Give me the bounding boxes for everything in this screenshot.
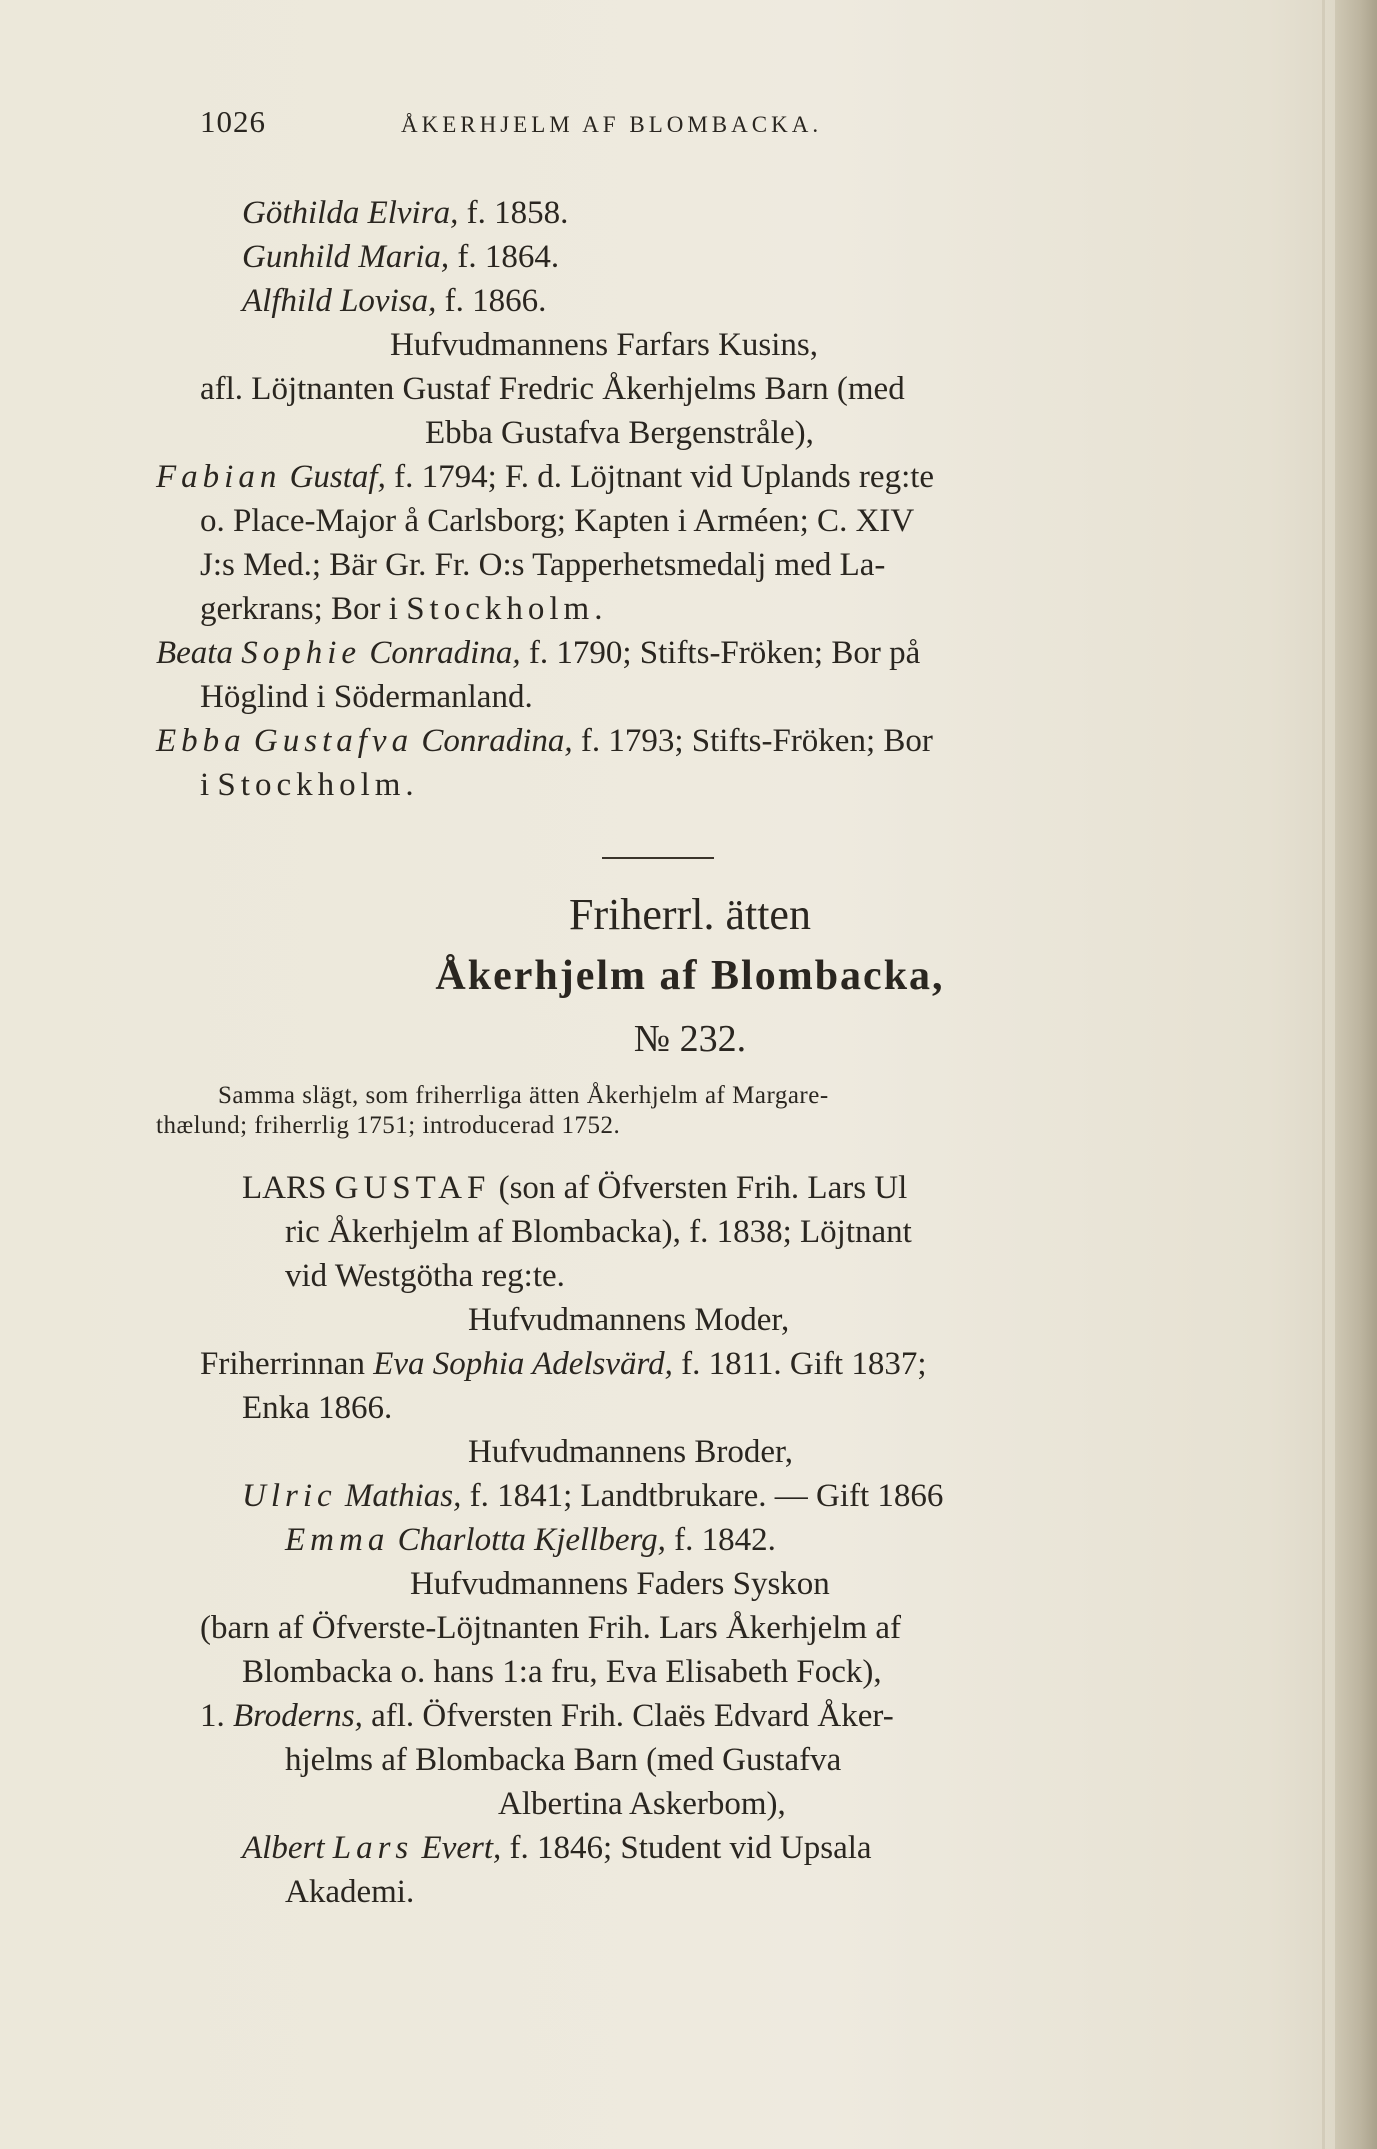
section-heading: Hufvudmannens Moder,: [468, 1302, 790, 1338]
section-heading: Hufvudmannens Broder,: [468, 1434, 793, 1470]
entry-line: afl. Löjtnanten Gustaf Fredric Åkerhjelms Barn (med: [200, 371, 905, 407]
entry-line: i Stockholm.: [200, 767, 419, 803]
entry-line: LARS GUSTAF (son af Öfversten Frih. Lars Ul: [242, 1170, 908, 1206]
running-title: ÅKERHJELM AF BLOMBACKA.: [401, 112, 823, 137]
entry-line: J:s Med.; Bär Gr. Fr. O:s Tapperhetsmedalj med La-: [200, 547, 886, 583]
family-heading: Friherrl. ätten: [569, 890, 811, 939]
entry-line: (barn af Öfverste-Löjtnanten Frih. Lars Åkerhjelm af: [200, 1610, 901, 1646]
section-heading: Hufvudmannens Faders Syskon: [410, 1566, 830, 1602]
entry-line: Alfhild Lovisa, f. 1866.: [242, 283, 547, 319]
entry-line: Ebba Gustafva Conradina, f. 1793; Stifts-Fröken; Bor: [156, 723, 933, 759]
entry-line: Blombacka o. hans 1:a fru, Eva Elisabeth Fock),: [242, 1654, 882, 1690]
entry-line: ric Åkerhjelm af Blombacka), f. 1838; Löjtnant: [285, 1214, 912, 1250]
family-number: № 232.: [633, 1018, 747, 1060]
entry-line: Albert Lars Evert, f. 1846; Student vid Upsala: [242, 1830, 872, 1866]
family-name: Åkerhjelm af Blombacka,: [435, 953, 945, 999]
entry-line: Ebba Gustafva Bergenstråle),: [425, 415, 814, 451]
page-edge-line: [1322, 0, 1325, 2149]
entry-line: Gunhild Maria, f. 1864.: [242, 239, 560, 275]
entry-line: gerkrans; Bor i Stockholm.: [200, 591, 608, 627]
section-divider: [602, 857, 714, 859]
entry-line: vid Westgötha reg:te.: [285, 1258, 565, 1294]
page-header: [200, 102, 822, 145]
page-number: 1026: [200, 104, 266, 139]
entry-line: Albertina Askerbom),: [498, 1786, 786, 1822]
entry-line: o. Place-Major å Carlsborg; Kapten i Arméen; C. XIV: [200, 503, 915, 539]
entry-line: Höglind i Södermanland.: [200, 679, 533, 715]
book-gutter: [1335, 0, 1377, 2149]
entry-line: Ulric Mathias, f. 1841; Landtbrukare. — Gift 1866: [242, 1478, 944, 1514]
entry-line: hjelms af Blombacka Barn (med Gustafva: [285, 1742, 842, 1778]
section-heading: Hufvudmannens Farfars Kusins,: [390, 327, 819, 363]
family-note: thælund; friherrlig 1751; introducerad 1752.: [156, 1112, 621, 1139]
entry-line: 1. Broderns, afl. Öfversten Frih. Claës Edvard Åker-: [200, 1698, 894, 1734]
entry-line: Fabian Gustaf, f. 1794; F. d. Löjtnant vid Uplands reg:te: [156, 459, 935, 495]
entry-line: Beata Sophie Conradina, f. 1790; Stifts-Fröken; Bor på: [156, 635, 921, 671]
entry-line: Enka 1866.: [242, 1390, 393, 1426]
entry-line: Friherrinnan Eva Sophia Adelsvärd, f. 1811. Gift 1837;: [200, 1346, 927, 1382]
entry-line: Göthilda Elvira, f. 1858.: [242, 195, 569, 231]
family-note: Samma slägt, som friherrliga ätten Åkerhjelm af Margare-: [218, 1082, 829, 1109]
entry-line: Akademi.: [285, 1874, 415, 1910]
entry-line: Emma Charlotta Kjellberg, f. 1842.: [285, 1522, 776, 1558]
